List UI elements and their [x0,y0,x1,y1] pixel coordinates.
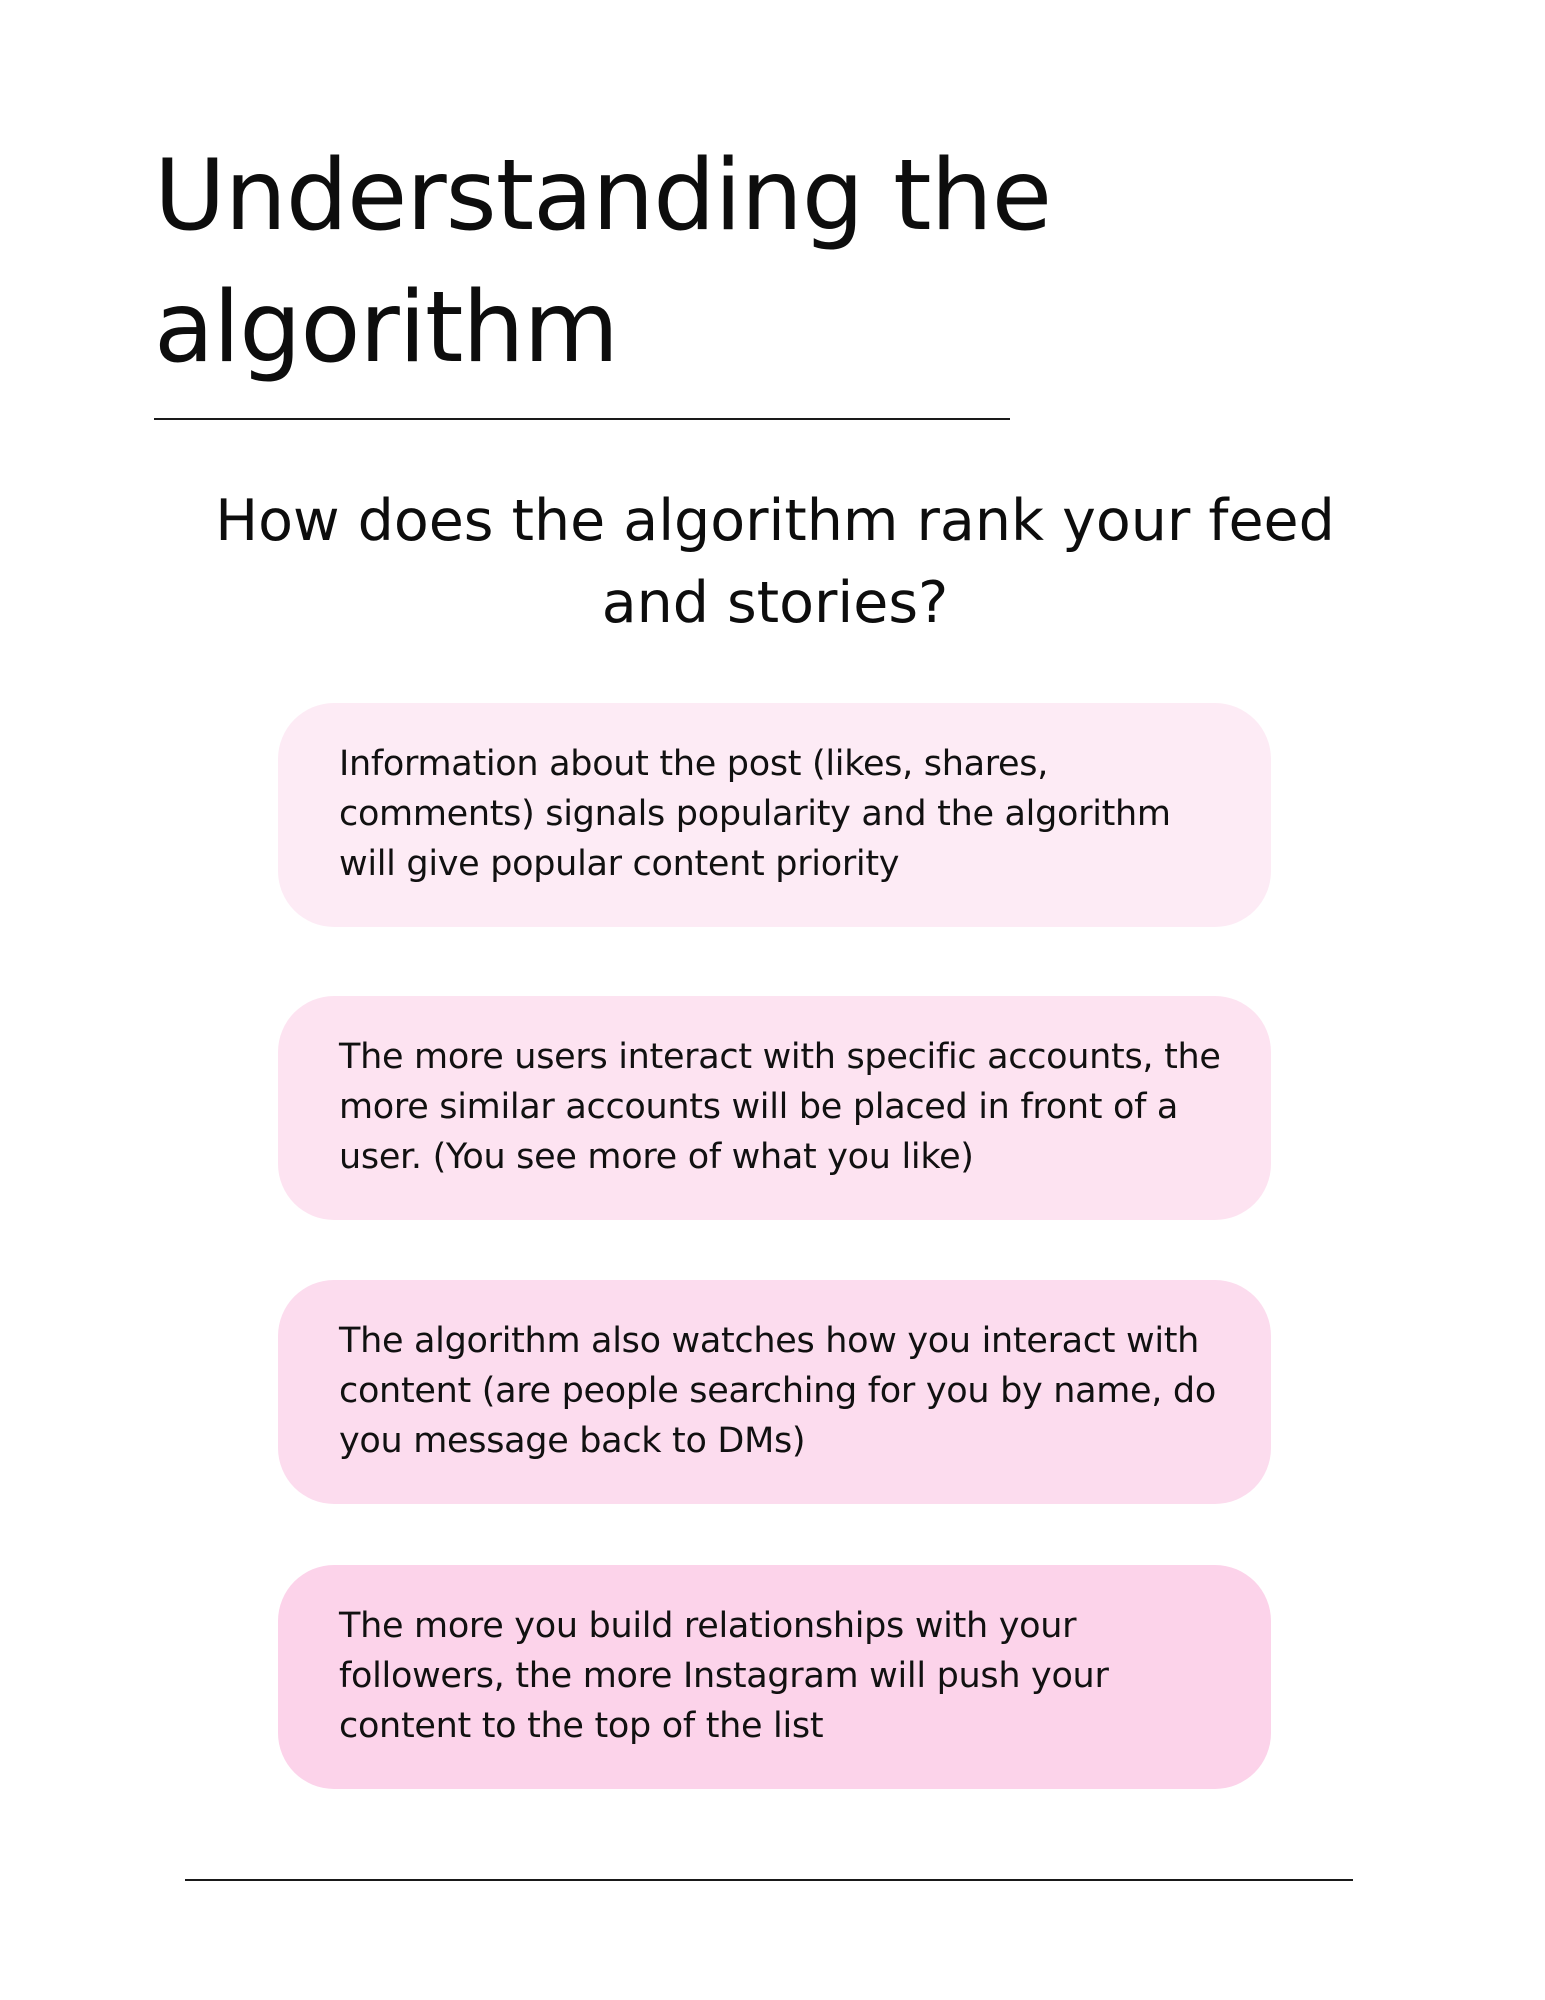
page-subtitle: How does the algorithm rank your feed and stories? [215,488,1335,636]
page-title: Understanding the algorithm [154,139,1052,385]
info-card-behavior [278,1280,1271,1504]
info-card-text: Information about the post (likes, shares, comments) signals popularity and the algorithm will give popular content priority [339,744,1171,884]
info-card-popularity [278,703,1271,927]
info-card-interaction [278,996,1271,1220]
title-divider [154,418,1010,420]
info-card-text: The algorithm also watches how you interact with content (are people searching for you by name, do you message back to DMs) [339,1321,1216,1461]
bottom-divider [185,1879,1353,1881]
info-card-text: The more users interact with specific accounts, the more similar accounts will be placed in front of a user. (You see more of what you like) [339,1037,1221,1177]
info-card-text: The more you build relationships with your followers, the more Instagram will push your content to the top of the list [339,1606,1109,1746]
info-card-relationships [278,1565,1271,1789]
